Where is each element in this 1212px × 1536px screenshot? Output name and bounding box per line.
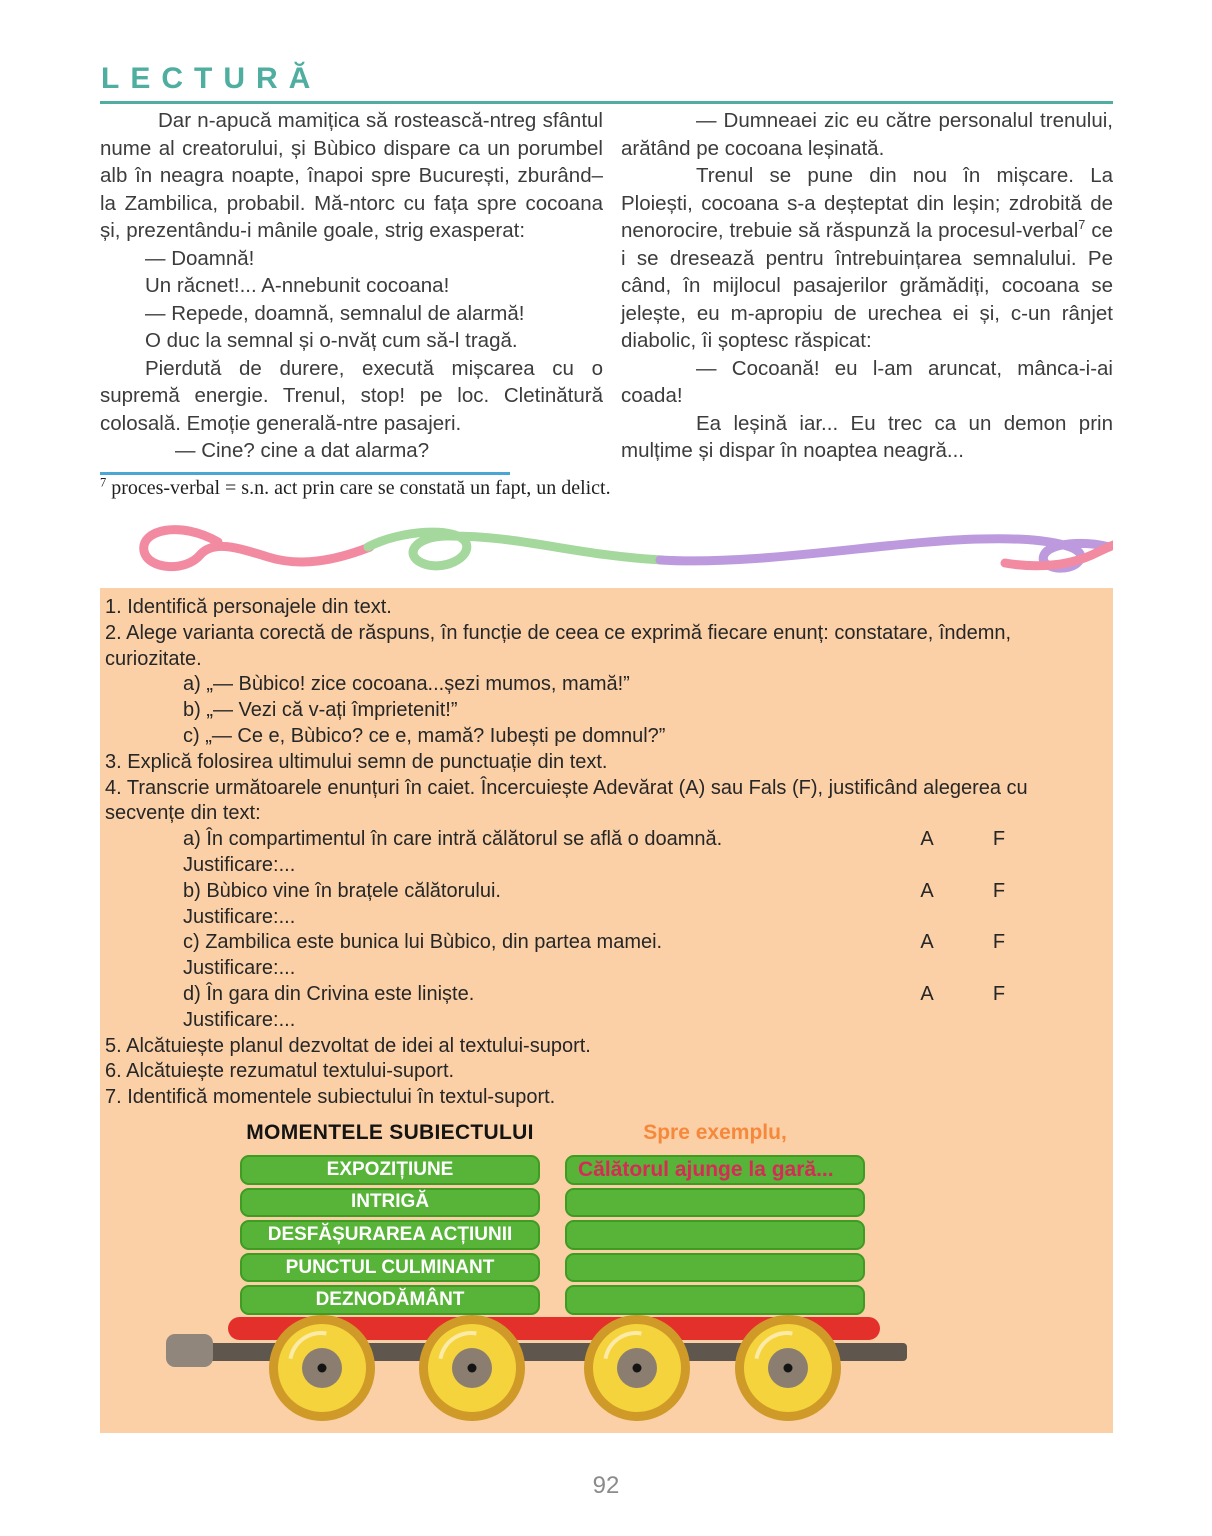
empty-box [565,1285,865,1315]
justification-line: Justificare:... [183,957,296,980]
diagram-title-right: Spre exemplu, [643,1121,787,1144]
exercise-option: a) „— Bùbico! zice cocoana...șezi mumos, mamă!” [183,673,630,696]
adevarat-choice: A [920,828,934,851]
true-false-row [105,982,1107,1008]
statement-text: b) Bùbico vine în brațele călătorului. [183,879,501,902]
paragraph: — Cocoană! eu l-am aruncat, mânca-i-ai coada! [621,356,1113,407]
title-underline [100,101,1113,104]
paragraph-text: Trenul se pune din nou în mișcare. La Ploiești, cocoana s-a deșteptat din leșin; zdrobită de nenorocire, trebuie să răspunză la procesul-verbal [621,164,1113,242]
wheel-center-dot [784,1364,793,1373]
empty-box [565,1220,865,1250]
reading-text [100,107,1113,465]
exercise-item: 7. Identifică momentele subiectului în textul-suport. [105,1086,556,1109]
exercise-option: c) „— Ce e, Bùbico? ce e, mamă? Iubești pe domnul?” [183,724,666,747]
statement-text: d) În gara din Crivina este liniște. [183,982,475,1005]
justification-line: Justificare:... [183,905,296,928]
train-diagram [100,1115,1113,1433]
true-false-row [105,827,1107,853]
stage-box: EXPOZIȚIUNE [240,1155,540,1185]
section-title: LECTURĂ [101,62,322,95]
footnote-reference: 7 [1078,217,1086,233]
example-wagon [565,1155,865,1315]
exercise-item: 1. Identifică personajele din text. [105,596,392,618]
swirl-green [368,532,662,566]
statement-text: c) Zambilica este bunica lui Bùbico, din partea mamei. [183,931,663,954]
wheel-icon [269,1315,375,1421]
wheel-center-dot [633,1364,642,1373]
adevarat-choice: A [920,879,934,902]
fals-choice: F [992,982,1006,1005]
page-number: 92 [592,1472,620,1499]
footnote [100,472,611,500]
stage-box: DEZNODĂMÂNT [240,1285,540,1315]
wheel-icon [419,1315,525,1421]
stage-box: DESFĂȘURAREA ACȚIUNII [240,1220,540,1250]
stage-box: PUNCTUL CULMINANT [240,1253,540,1283]
empty-box [565,1253,865,1283]
paragraph: — Dumneaei zic eu către personalul trenului, arătând pe cocoana leșinată. [621,109,1113,160]
paragraph-text: ce i se dresează pentru întrebuințarea semnalului. Pe când, în mijlocul pasajerilor grămădiți, cocoana se jelește, eu m-apropiu de urechea ei și, c-un rânjet diabolic, îi șoptesc răspicat: [621,219,1113,352]
wheel-center-dot [318,1364,327,1373]
example-box: Călătorul ajunge la gară... [565,1155,865,1185]
exercise-option: b) „— Vezi că v-ați împrietenit!” [183,699,458,722]
diagram-title-left: MOMENTELE SUBIECTULUI [246,1121,534,1144]
paragraph: Ea leșină iar... Eu trec ca un demon prin mulțime și dispar în noaptea neagră... [621,411,1113,462]
empty-box [565,1188,865,1218]
adevarat-choice: A [920,931,934,954]
wheel-icon [584,1315,690,1421]
reading-column-right [621,107,1113,465]
paragraph: Dar n-apucă mamițica să rostească-ntreg sfântul nume al creatorului, și Bùbico dispare ca un porumbel alb în neagra noapte, înapoi spre București, zburând–la Zambilica, probabil. Mă-ntorc cu fața spre cocoana și, prezentându-i mânile goale, strig exasperat: [100,109,603,242]
justification-line: Justificare:... [183,1008,296,1031]
footnote-rule [100,472,510,475]
stage-box: INTRIGĂ [240,1188,540,1218]
exercise-item: 3. Explică folosirea ultimului semn de punctuație din text. [105,750,608,773]
true-false-row [105,879,1107,905]
stages-wagon [240,1155,540,1315]
paragraph: Un răcnet!... A-nnebunit cocoana! [145,274,450,297]
fals-choice: F [992,931,1006,954]
swirl-pink-left [144,530,370,567]
statement-text: a) În compartimentul în care intră călătorul se află o doamnă. [183,828,723,851]
exercise-item: 4. Transcrie următoarele enunțuri în caiet. Încercuiește Adevărat (A) sau Fals (F), justificând alegerea cu secvențe din text: [105,776,1028,825]
fals-choice: F [992,828,1006,851]
paragraph [621,162,1113,355]
exercise-panel [100,588,1113,1433]
paragraph: — Cine? cine a dat alarma? [175,439,430,462]
exercise-item: 2. Alege varianta corectă de răspuns, în funcție de ceea ce exprimă fiecare enunț: constatare, îndemn, curiozitate. [105,621,1012,670]
paragraph: Pierdută de durere, execută mișcarea cu o supremă energie. Trenul, stop! pe loc. Cletinătură colosală. Emoție generală-ntre pasajeri. [100,356,603,435]
reading-column-left [100,107,603,465]
exercise-item: 5. Alcătuiește planul dezvoltat de idei al textului-suport. [105,1034,591,1057]
exercise-item: 6. Alcătuiește rezumatul textului-suport. [105,1060,455,1083]
footnote-marker: 7 [100,475,107,490]
true-false-row [105,930,1107,956]
paragraph: — Doamnă! [145,246,255,270]
coupler [166,1334,213,1367]
paragraph: — Repede, doamnă, semnalul de alarmă! [145,301,525,325]
wheel-center-dot [468,1364,477,1373]
exercise-list [100,588,1113,1111]
swirl-divider [100,520,1113,584]
fals-choice: F [992,879,1006,902]
adevarat-choice: A [920,982,934,1005]
paragraph: O duc la semnal și o-nvăț cum să-l tragă. [145,329,518,352]
justification-line: Justificare:... [183,853,296,876]
footnote-text: proces-verbal = s.n. act prin care se constată un fapt, un delict. [106,477,611,499]
wheel-icon [735,1315,841,1421]
